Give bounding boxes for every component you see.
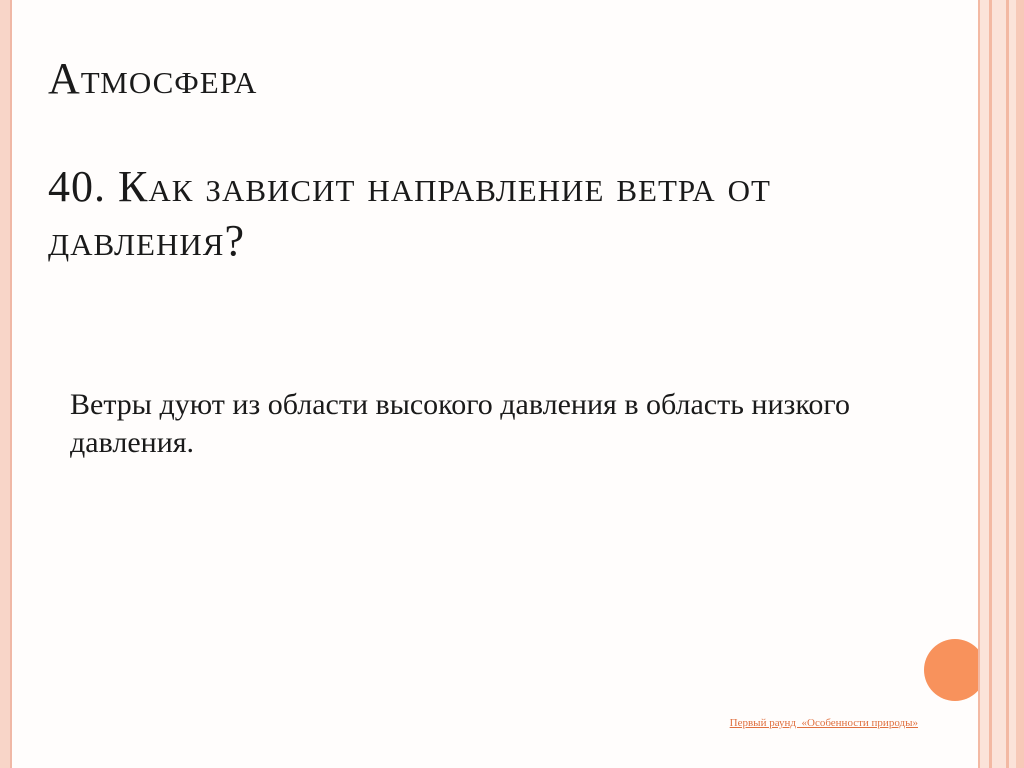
right-border-line	[1016, 0, 1024, 768]
slide-title: Атмосфера	[48, 54, 258, 103]
title-spacer	[48, 106, 968, 160]
answer-text: Ветры дуют из области высокого давления в область низкого давления.	[70, 388, 850, 459]
right-border-line	[989, 0, 992, 768]
right-border-line	[978, 0, 980, 768]
slide-content	[12, 0, 978, 768]
footer-navigation-link[interactable]: Первый раунд «Особенности природы»	[729, 717, 918, 729]
slide-title-block	[48, 52, 968, 268]
accent-circle	[924, 639, 986, 701]
right-border-line	[1006, 0, 1009, 768]
question-text: 40. Как зависит направление ветра от давления?	[48, 162, 771, 265]
